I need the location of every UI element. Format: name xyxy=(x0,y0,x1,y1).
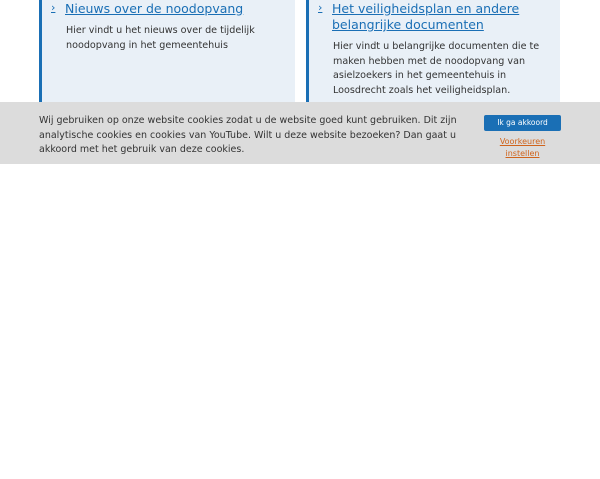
news-card-link[interactable] xyxy=(51,1,243,17)
documents-card-link[interactable] xyxy=(318,1,553,33)
chevron-right-icon: › xyxy=(318,1,323,14)
news-card-title[interactable]: Nieuws over de noodopvang xyxy=(65,1,244,16)
cookie-preferences-link[interactable]: Voorkeuren instellen xyxy=(499,137,546,158)
documents-card xyxy=(306,0,560,106)
documents-card-title[interactable]: Het veiligheidsplan en andere belangrijke documenten xyxy=(332,1,520,32)
news-card-description: Hier vindt u het nieuws over de tijdelijk noodopvang in het gemeentehuis xyxy=(66,25,255,51)
chevron-right-icon: › xyxy=(51,1,56,14)
cookie-consent-text: Wij gebruiken op onze website cookies zodat u de website goed kunt gebruiken. Dit zijn analytische cookies en cookies van YouTube. Wilt u deze website bezoeken? Dan gaat u akkoord met het gebruik van deze cookies. xyxy=(39,115,457,155)
news-card xyxy=(39,0,295,102)
cookie-consent-bar xyxy=(0,102,600,164)
accept-cookies-button[interactable]: Ik ga akkoord xyxy=(484,115,561,131)
documents-card-description: Hier vindt u belangrijke documenten die te maken hebben met de noodopvang van asielzoekers in het gemeentehuis in Loosdrecht zoals het veiligheidsplan. xyxy=(333,41,540,96)
